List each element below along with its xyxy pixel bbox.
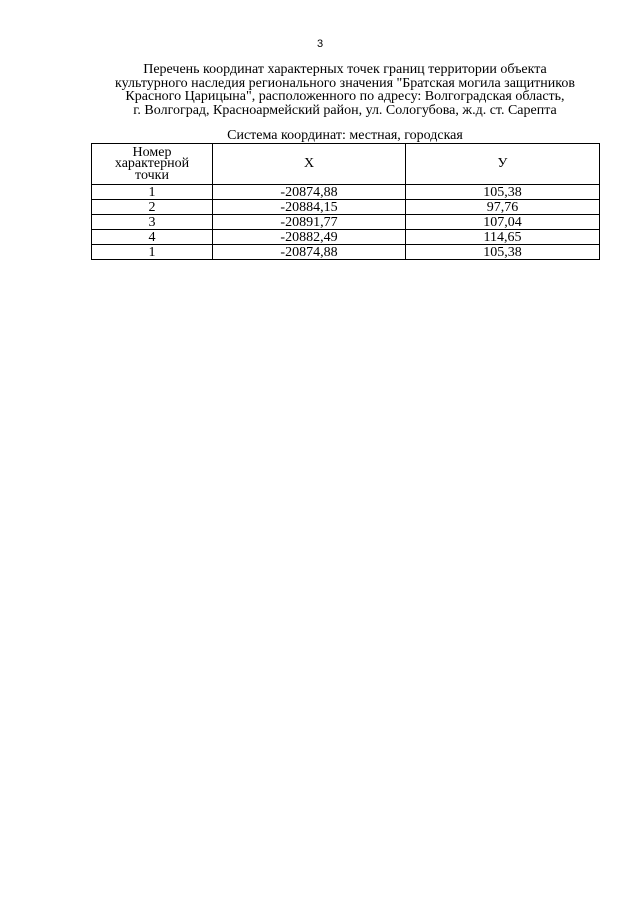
point-number-cell: 1 bbox=[92, 185, 213, 200]
x-coordinate-cell: -20874,88 bbox=[213, 185, 406, 200]
x-coordinate-cell: -20884,15 bbox=[213, 200, 406, 215]
point-number-cell: 3 bbox=[92, 215, 213, 230]
table-row bbox=[92, 230, 600, 245]
y-coordinate-cell: 114,65 bbox=[406, 230, 600, 245]
title-line: Красного Царицына", расположенного по адресу: Волгоградская область, bbox=[125, 89, 565, 104]
x-coordinate-cell: -20891,77 bbox=[213, 215, 406, 230]
table-header-row bbox=[92, 144, 600, 185]
table-row bbox=[92, 215, 600, 230]
title-line: Перечень координат характерных точек границ территории объекта bbox=[143, 62, 547, 77]
title-line: г. Волгоград, Красноармейский район, ул. Сологубова, ж.д. ст. Сарепта bbox=[133, 102, 557, 118]
header-line: Номер bbox=[132, 144, 172, 160]
column-header-point-number bbox=[92, 144, 213, 185]
x-coordinate-cell: -20874,88 bbox=[213, 245, 406, 260]
table-row bbox=[92, 185, 600, 200]
point-number-cell: 2 bbox=[92, 200, 213, 215]
point-number-cell: 1 bbox=[92, 245, 213, 260]
coordinates-table bbox=[91, 143, 600, 260]
coordinate-system-caption: Система координат: местная, городская bbox=[227, 128, 463, 143]
column-header-y: У bbox=[406, 144, 600, 185]
page-number: 3 bbox=[316, 38, 324, 50]
document-title bbox=[90, 63, 600, 117]
header-line: точки bbox=[135, 167, 169, 183]
table-row bbox=[92, 200, 600, 215]
y-coordinate-cell: 105,38 bbox=[406, 245, 600, 260]
y-coordinate-cell: 107,04 bbox=[406, 215, 600, 230]
x-coordinate-cell: -20882,49 bbox=[213, 230, 406, 245]
point-number-cell: 4 bbox=[92, 230, 213, 245]
y-coordinate-cell: 97,76 bbox=[406, 200, 600, 215]
header-line: характерной bbox=[114, 156, 190, 172]
y-coordinate-cell: 105,38 bbox=[406, 185, 600, 200]
table-row bbox=[92, 245, 600, 260]
column-header-x: X bbox=[213, 144, 406, 185]
title-line: культурного наследия регионального значения "Братская могила защитников bbox=[115, 75, 575, 91]
